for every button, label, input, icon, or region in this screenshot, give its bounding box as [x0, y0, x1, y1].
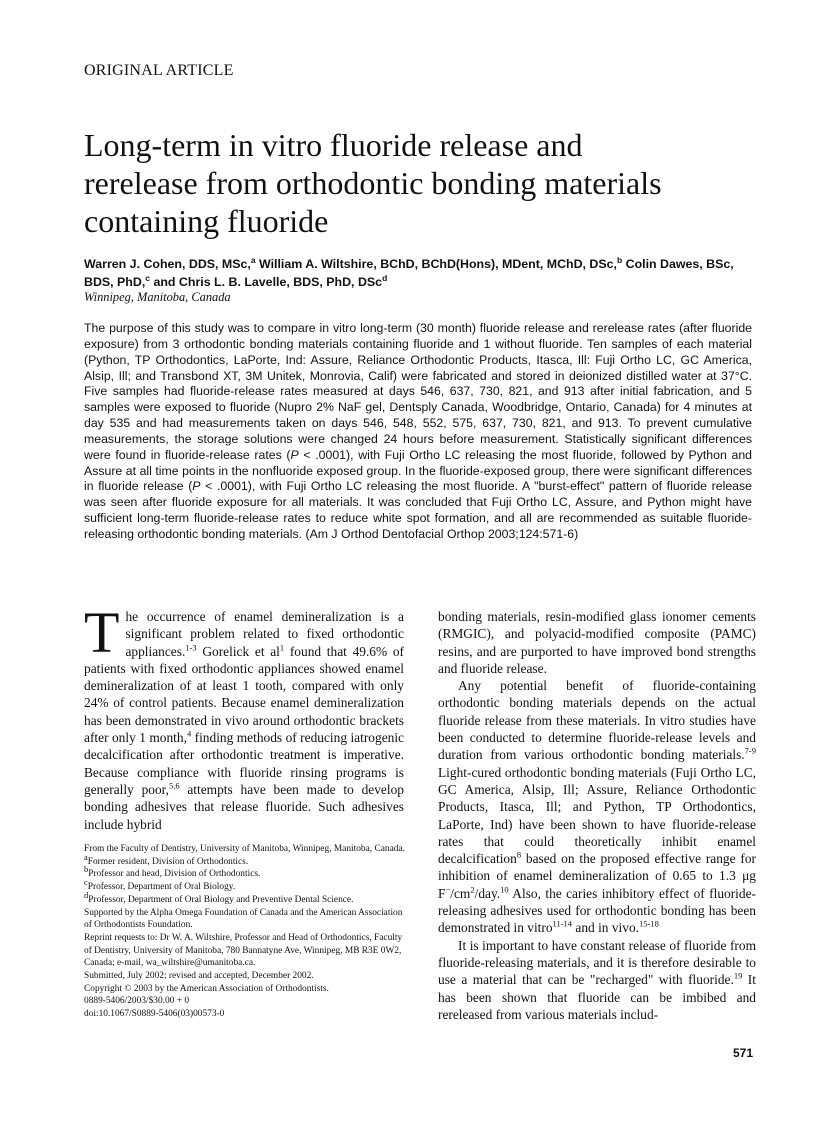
citation: 19 [733, 970, 743, 981]
body-paragraph [438, 937, 756, 1023]
superscript: 2 [470, 884, 475, 895]
title-line: rerelease from orthodontic bonding materials [84, 165, 662, 201]
body-text: Also, the caries inhibitory effect of fluoride-releasing adhesives used for orthodontic bonding has been demonstrated in vitro [438, 885, 756, 936]
p-value-symbol: P [290, 447, 299, 462]
footnote-d [84, 889, 406, 907]
body-text: based on the proposed effective range for inhibition of enamel demineralization of 0.65 to 1.3 μg F [438, 851, 756, 901]
body-text: /day. [474, 885, 501, 901]
footnotes [84, 843, 406, 1021]
abstract-text: < .0001), with Fuji Ortho LC releasing the most fluoride, followed by Python and Assure at all time points in the nonfluoride exposed group. In the fluoride-exposed group, there were significant differences in fluoride release ( [84, 447, 752, 494]
abstract [84, 321, 752, 543]
body-column-right [438, 608, 756, 1023]
body-text: and in vivo. [572, 920, 640, 936]
citation: 10 [500, 884, 509, 895]
abstract-text: < .0001), with Fuji Ortho LC releasing the most fluoride. A "burst-effect" pattern of fluoride release was seen after fluoride exposure for all materials. It was concluded that Fuji Ortho LC, Assure, and Python might have sufficient long-term fluoride-release rates to reduce white spot formation, and all are recommended as suitable fluoride-releasing orthodontic bonding materials. (Am J Orthod Dentofacial Orthop 2003;124:571-6) [84, 479, 753, 541]
footnote-text: Professor, Department of Oral Biology. [87, 882, 236, 893]
author-location: Winnipeg, Manitoba, Canada [84, 290, 231, 304]
title-line: containing fluoride [84, 203, 329, 239]
body-text: he occurrence of enamel demineralization is a significant problem related to fixed orthodontic appliances. [125, 609, 404, 659]
footnote-copyright: Copyright © 2003 by the American Association of Orthodontists. [84, 983, 329, 994]
citation: 4 [186, 728, 192, 739]
body-text: It has been shown that fluoride can be imbibed and rereleased from various materials includ- [438, 972, 756, 1022]
affiliation-mark: b [616, 254, 623, 265]
body-text: Any potential benefit of fluoride-containing orthodontic bonding materials depends on the actual fluoride release from these materials. In vitro studies have been conducted to determine fluoride-release levels and duration from various orthodontic bonding materials. [438, 678, 756, 763]
author-name: Warren J. Cohen, DDS, MSc, [84, 257, 251, 271]
body-text: found that 49.6% of patients with fixed orthodontic appliances showed enamel demineralization of at least 1 tooth, compared with only 24% of control patients. Because enamel demineralization has been demonstrated in vivo around orthodontic brackets after only 1 month, [84, 643, 405, 746]
body-text: attempts have been made to develop bonding adhesives that release fluoride. Such adhesives include hybrid [84, 781, 404, 832]
footnote-mark: a [84, 851, 88, 862]
footnote-mark: b [84, 864, 89, 875]
author-name: Colin Dawes, BSc, BDS, PhD, [84, 257, 734, 289]
body-paragraph [438, 677, 756, 936]
body-text: It is important to have constant release of fluoride from fluoride-releasing materials, and it is therefore desirable to use a material that can be "recharged" with fluoride. [438, 937, 756, 988]
citation: 8 [516, 849, 522, 860]
body-text: finding methods of reducing iatrogenic decalcification after orthodontic treatment is imperative. Because compliance with fluoride rinsing programs is generally poor, [84, 730, 405, 797]
section-label: ORIGINAL ARTICLE [84, 62, 234, 79]
body-paragraph [84, 600, 405, 833]
abstract-text: The purpose of this study was to compare in vitro long-term (30 month) fluoride release and rerelease rates (after fluoride exposure) from 3 orthodontic bonding materials containing fluoride and 1 without fluoride. Ten samples of each material (Python, TP Orthodontics, LaPorte, Ind: Assure, Reliance Orthodontic Products, Itasca, Ill: Fuji Ortho LC, GC America, Alsip, Ill; and Transbond XT, 3M Unitek, Monrovia, Calif) were fabricated and stored in deionized distilled water at 37°C. Five samples had fluoride-release rates measured at days 546, 637, 730, 821, and 913 after initial fabrication, and 5 samples were exposed to fluoride (Nupro 2% NaF gel, Dentsply Canada, Woodbridge, Ontario, Canada) for 4 minutes at day 535 and had measurements taken on days 546, 548, 552, 575, 637, 730, 821, and 913. To prevent cumulative measurements, the storage solutions were changed 24 hours before measurement. Statistically significant differences were found in fluoride-release rates ( [84, 321, 752, 462]
title-line: Long-term in vitro fluoride release and [84, 127, 583, 163]
article-title [84, 126, 764, 240]
footnote-text: Professor, Department of Oral Biology and Preventive Dental Science. [88, 894, 354, 905]
citation: 1-3 [185, 642, 197, 653]
footnote-reprint: Reprint requests to: Dr W. A. Wiltshire, Professor and Head of Orthodontics, Faculty of Dentistry, University of Manitoba, 780 Bannatyne Ave, Winnipeg, MB R3E 0W2, Canada; e-mail, wa_wiltshire@umanitoba.ca. [84, 932, 403, 969]
footnote-doi: doi:10.1067/S0889-5406(03)00573-0 [84, 1009, 225, 1020]
footnote-from: From the Faculty of Dentistry, University of Manitoba, Winnipeg, Manitoba, Canada. [84, 844, 405, 854]
footnote-a [84, 851, 406, 869]
affiliation-mark: a [250, 254, 256, 265]
author-name: William A. Wiltshire, BChD, BChD(Hons), MDent, MChD, DSc, [255, 257, 617, 271]
superscript: − [445, 884, 451, 895]
citation: 15-18 [639, 918, 659, 929]
affiliation-mark: c [145, 272, 151, 283]
author-name: and Chris L. B. Lavelle, BDS, PhD, DSc [150, 275, 383, 289]
footnote-mark: d [84, 889, 89, 900]
author-list [84, 255, 750, 291]
drop-cap: T [84, 600, 120, 665]
footnote-c [84, 876, 406, 894]
footnote-text: Former resident, Division of Orthodontics. [87, 856, 249, 867]
body-text: /cm [450, 885, 471, 901]
body-text: Light-cured orthodontic bonding materials (Fuji Ortho LC, GC America, Alsip, Ill; Assure, Reliance Orthodontic Products, Itasca, Ill; and Python, TP Orthodontics, LaPorte, Ind) have been shown to have fluoride-release rates that could theoretically inhibit enamel decalcification [438, 764, 756, 867]
citation: 1 [279, 642, 285, 653]
citation: 7-9 [744, 745, 756, 756]
body-text: Gorelick et al [196, 643, 280, 659]
affiliation-mark: d [382, 272, 388, 283]
p-value-symbol: P [192, 479, 201, 494]
footnote-support: Supported by the Alpha Omega Foundation of Canada and the American Association of Orthodontists Foundation. [84, 907, 403, 931]
footnote-issn: 0889-5406/2003/$30.00 + 0 [84, 996, 190, 1007]
citation: 11-14 [552, 918, 573, 929]
page-number: 571 [733, 1046, 754, 1060]
footnote-submitted: Submitted, July 2002; revised and accepted, December 2002. [84, 971, 314, 982]
citation: 5,6 [168, 780, 180, 791]
body-paragraph: bonding materials, resin-modified glass ionomer cements (RMGIC), and polyacid-modified composite (PAMC) resins, and are purported to have improved bond strengths and fluoride release. [438, 609, 756, 676]
footnote-b [84, 864, 406, 881]
body-column-left [84, 600, 405, 833]
footnote-text: Professor and head, Division of Orthodontics. [88, 869, 261, 880]
footnote-mark: c [84, 876, 88, 887]
